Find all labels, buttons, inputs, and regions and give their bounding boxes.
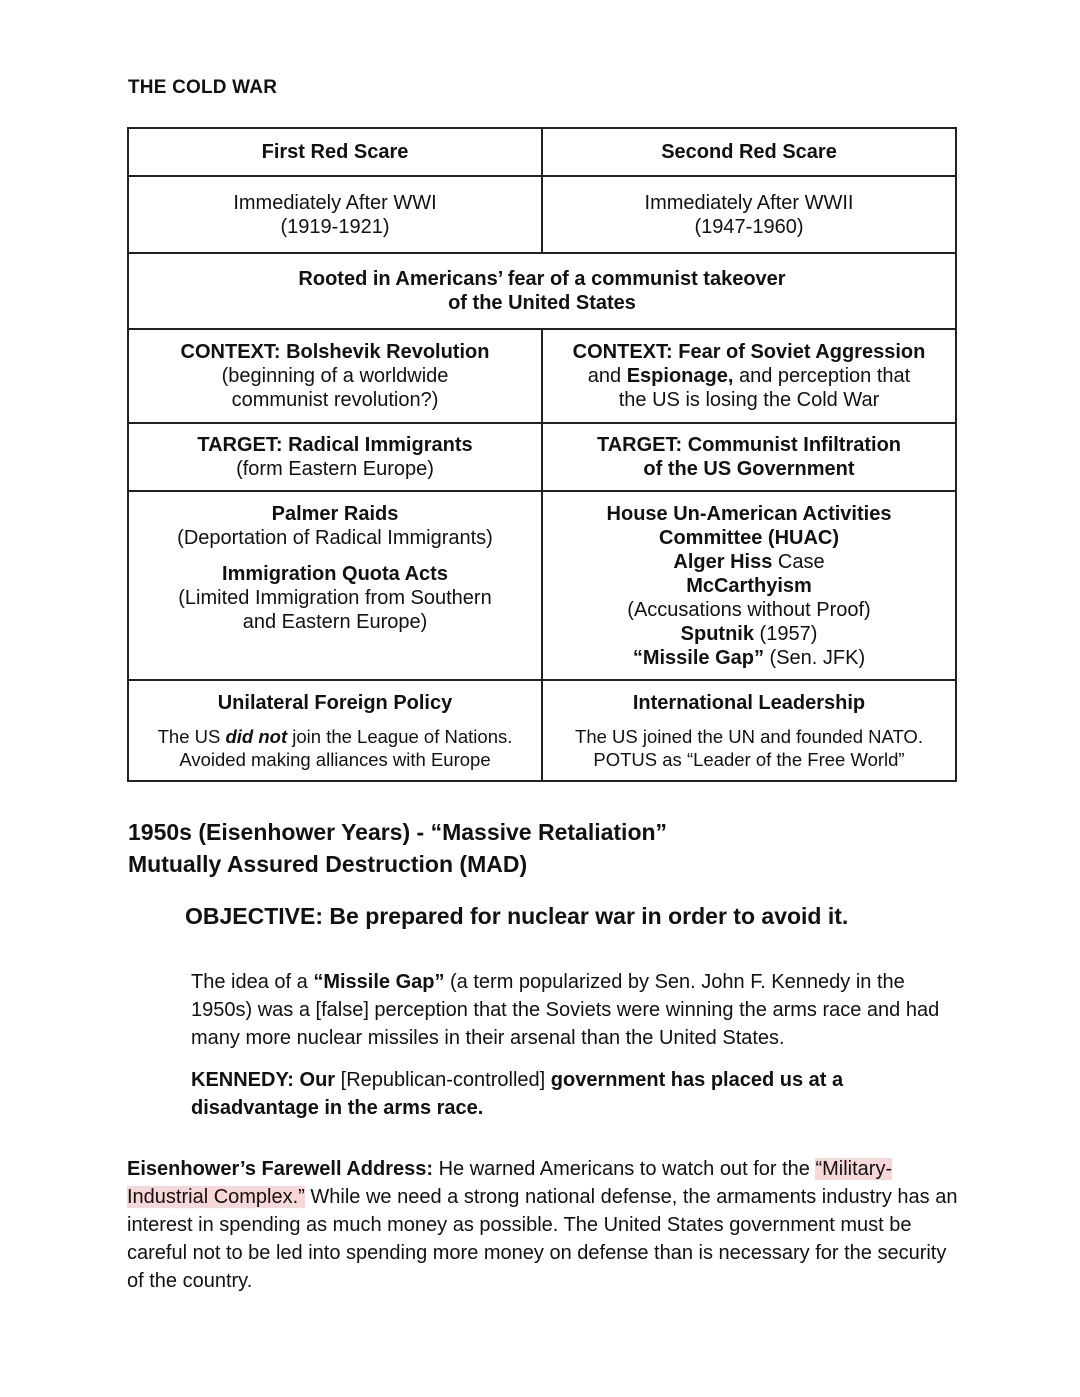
foreign-policy-row	[128, 680, 956, 781]
military-industrial-highlight: “Military-Industrial Complex.”	[127, 1158, 893, 1208]
second-context-espionage: Espionage,	[626, 365, 734, 387]
kennedy-quote-bold2: government has placed us at a disadvantage in the arms race.	[191, 1069, 844, 1119]
second-red-scare-header: Second Red Scare	[542, 128, 956, 176]
shared-root-row	[128, 253, 956, 329]
second-context-title: CONTEXT: Fear of Soviet Aggression	[572, 341, 926, 363]
quota-acts-title: Immigration Quota Acts	[222, 563, 448, 585]
missile-gap-name: “Missile Gap”	[632, 647, 764, 669]
second-policy-title: International Leadership	[632, 691, 866, 714]
second-target-line2: of the US Government	[643, 458, 855, 480]
kennedy-quote-normal: [Republican-controlled]	[335, 1069, 551, 1091]
red-scare-comparison-table	[127, 127, 957, 782]
farewell-text1: He warned Americans to watch out for the	[433, 1158, 816, 1180]
first-target-title: TARGET: Radical Immigrants	[197, 434, 473, 456]
huac-line2: Committee (HUAC)	[659, 527, 839, 549]
period-row	[128, 176, 956, 253]
second-policy-line1: The US joined the UN and founded NATO.	[575, 725, 923, 747]
first-policy-line2: Avoided making alliances with Europe	[179, 748, 491, 770]
first-target-cell	[128, 423, 542, 491]
first-policy-pre: The US	[157, 725, 226, 747]
missile-gap-line	[553, 646, 945, 670]
palmer-raids-sub: (Deportation of Radical Immigrants)	[177, 527, 493, 549]
first-context-cell	[128, 329, 542, 423]
kennedy-quote	[191, 1066, 961, 1122]
section-heading-line2: Mutually Assured Destruction (MAD)	[128, 851, 528, 877]
shared-root-cell	[128, 253, 956, 329]
section-heading-line1: 1950s (Eisenhower Years) - “Massive Retaliation”	[128, 819, 668, 845]
missile-gap-term: “Missile Gap”	[313, 971, 445, 993]
second-context-line3: the US is losing the Cold War	[618, 389, 880, 411]
second-period-years: (1947-1960)	[694, 215, 804, 238]
first-red-scare-header: First Red Scare	[128, 128, 542, 176]
second-events-cell	[542, 491, 956, 680]
alger-hiss-name: Alger Hiss	[673, 551, 773, 573]
events-row	[128, 491, 956, 680]
first-policy-emphasis: did not	[225, 725, 288, 747]
document-title: THE COLD WAR	[128, 77, 278, 98]
first-context-line1: (beginning of a worldwide	[221, 365, 449, 387]
first-policy-post: join the League of Nations.	[287, 725, 513, 747]
second-target-line1: TARGET: Communist Infiltration	[596, 434, 902, 456]
first-events-cell	[128, 491, 542, 680]
second-context-cell	[542, 329, 956, 423]
second-context-rest: and perception that	[733, 365, 911, 387]
second-red-scare-period	[542, 176, 956, 253]
objective-statement: OBJECTIVE: Be prepared for nuclear war in order to avoid it.	[185, 903, 849, 929]
farewell-address-paragraph	[127, 1155, 967, 1295]
first-period-label: Immediately After WWI	[233, 191, 437, 214]
alger-hiss-case: Case	[772, 551, 825, 573]
spacer	[139, 550, 531, 562]
first-policy-line1	[139, 725, 531, 748]
sputnik-line	[553, 622, 945, 646]
target-row	[128, 423, 956, 491]
farewell-label: Eisenhower’s Farewell Address:	[127, 1158, 434, 1180]
missile-gap-attrib: (Sen. JFK)	[764, 647, 866, 669]
quota-acts-line2: and Eastern Europe)	[242, 611, 428, 633]
first-policy-title: Unilateral Foreign Policy	[217, 691, 453, 714]
first-red-scare-period	[128, 176, 542, 253]
first-period-years: (1919-1921)	[280, 215, 390, 238]
missile-gap-paragraph	[191, 968, 961, 1052]
missile-gap-post: (a term popularized by Sen. John F. Kennedy in the 1950s) was a [false] perception that the Soviets were winning the arms race and had many more nuclear missiles in their arsenal than the United States.	[191, 971, 940, 1049]
second-context-and: and	[587, 365, 627, 387]
first-context-title: CONTEXT: Bolshevik Revolution	[180, 341, 490, 363]
second-period-label: Immediately After WWII	[644, 191, 854, 214]
sputnik-year: (1957)	[753, 623, 818, 645]
palmer-raids-title: Palmer Raids	[271, 503, 399, 525]
context-row	[128, 329, 956, 423]
first-policy-cell	[128, 680, 542, 781]
second-policy-cell	[542, 680, 956, 781]
missile-gap-pre: The idea of a	[191, 971, 314, 993]
mccarthyism-title: McCarthyism	[686, 575, 812, 597]
huac-line1: House Un-American Activities	[606, 503, 892, 525]
second-target-cell	[542, 423, 956, 491]
farewell-text2: While we need a strong national defense, the armaments industry has an interest in spending as much money as possible. The United States government must be careful not to be led into spending more money on defense than is necessary for the security of the country.	[127, 1186, 958, 1292]
table-header-row	[128, 128, 956, 176]
shared-root-line2: of the United States	[448, 292, 636, 314]
section-heading	[128, 816, 667, 880]
second-context-line2	[553, 364, 945, 388]
sputnik-name: Sputnik	[680, 623, 754, 645]
first-target-sub: (form Eastern Europe)	[236, 458, 434, 480]
first-context-line2: communist revolution?)	[231, 389, 439, 411]
kennedy-quote-bold1: KENNEDY: Our	[191, 1069, 336, 1091]
second-policy-line2: POTUS as “Leader of the Free World”	[593, 748, 905, 770]
alger-hiss-line	[553, 550, 945, 574]
shared-root-line1: Rooted in Americans’ fear of a communist takeover	[298, 268, 786, 290]
mccarthyism-sub: (Accusations without Proof)	[627, 599, 871, 621]
quota-acts-line1: (Limited Immigration from Southern	[178, 587, 492, 609]
